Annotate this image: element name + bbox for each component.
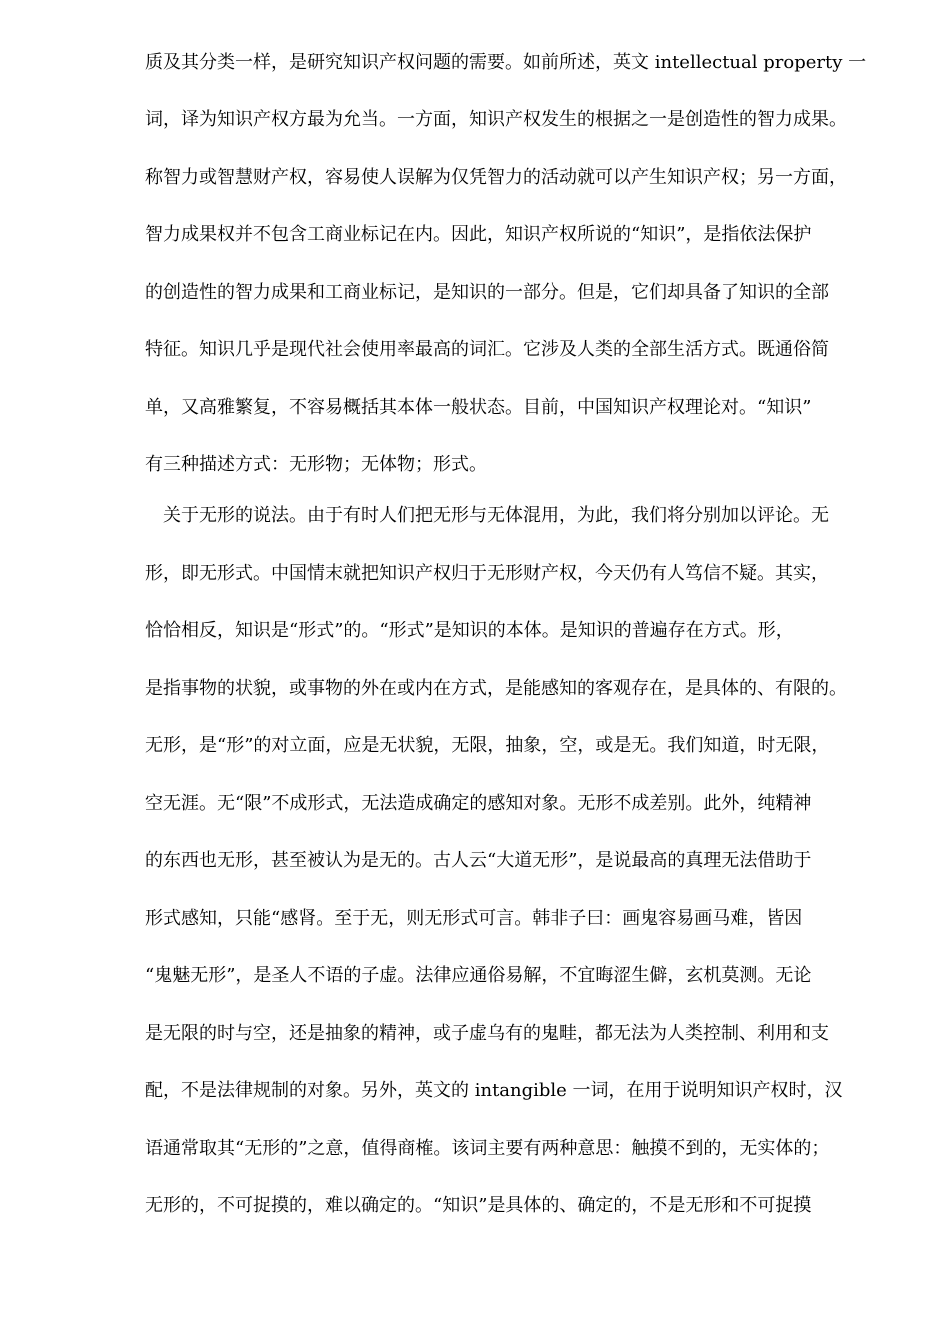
paragraph-first-line: 关于无形的说法。由于有时人们把无形与无体混用，为此，我们将分别加以评论。无 [163, 505, 829, 526]
text-line: 智力成果权并不包含工商业标记在内。因此，知识产权所说的“知识”，是指依法保护 [145, 224, 812, 245]
text-line: 特征。知识几乎是现代社会使用率最高的词汇。它涉及人类的全部生活方式。既通俗简 [145, 339, 829, 360]
text-line: 的东西也无形，甚至被认为是无的。古人云“大道无形”，是说最高的真理无法借助于 [145, 850, 812, 871]
text-line: 是无限的时与空，还是抽象的精神，或子虚乌有的鬼畦，都无法为人类控制、利用和支 [145, 1023, 829, 1044]
text-line: 形，即无形式。中国情末就把知识产权归于无形财产权，今天仍有人笃信不疑。其实， [145, 563, 829, 584]
text-line: 无形的，不可捉摸的，难以确定的。“知识”是具体的、确定的，不是无形和不可捉摸 [145, 1195, 812, 1216]
text-line: 形式感知，只能“感肾。至于无，则无形式可言。韩非子曰：画鬼容易画马难，皆因 [145, 908, 803, 929]
text-line: 质及其分类一样，是研究知识产权问题的需要。如前所述，英文 intellectual property 一 [145, 52, 867, 73]
text-line: 恰恰相反，知识是“形式”的。“形式”是知识的本体。是知识的普遍存在方式。形， [145, 620, 794, 641]
text-line: 单，又高雅繁复，不容易概括其本体一般状态。目前，中国知识产权理论对。“知识” [145, 397, 812, 418]
text-line: 的创造性的智力成果和工商业标记，是知识的一部分。但是，它们却具备了知识的全部 [145, 282, 829, 303]
text-line: 空无涯。无“限”不成形式，无法造成确定的感知对象。无形不成差别。此外，纯精神 [145, 793, 812, 814]
text-line: 有三种描述方式：无形物；无体物；形式。 [145, 454, 487, 475]
text-line: 称智力或智慧财产权，容易使人误解为仅凭智力的活动就可以产生知识产权；另一方面， [145, 167, 847, 188]
text-line: “鬼魅无形”，是圣人不语的子虚。法律应通俗易解，不宜晦涩生僻，玄机莫测。无论 [145, 965, 812, 986]
text-line: 词，译为知识产权方最为允当。一方面，知识产权发生的根据之一是创造性的智力成果。 [145, 109, 847, 130]
text-line: 是指事物的状貌，或事物的外在或内在方式，是能感知的客观存在，是具体的、有限的。 [145, 678, 847, 699]
text-line: 无形，是“形”的对立面，应是无状貌，无限，抽象，空，或是无。我们知道，时无限， [145, 735, 830, 756]
text-line: 配，不是法律规制的对象。另外，英文的 intangible 一词，在用于说明知识产权时，汉 [145, 1080, 843, 1101]
text-line: 语通常取其“无形的”之意，值得商榷。该词主要有两种意思：触摸不到的，无实体的； [145, 1138, 830, 1159]
